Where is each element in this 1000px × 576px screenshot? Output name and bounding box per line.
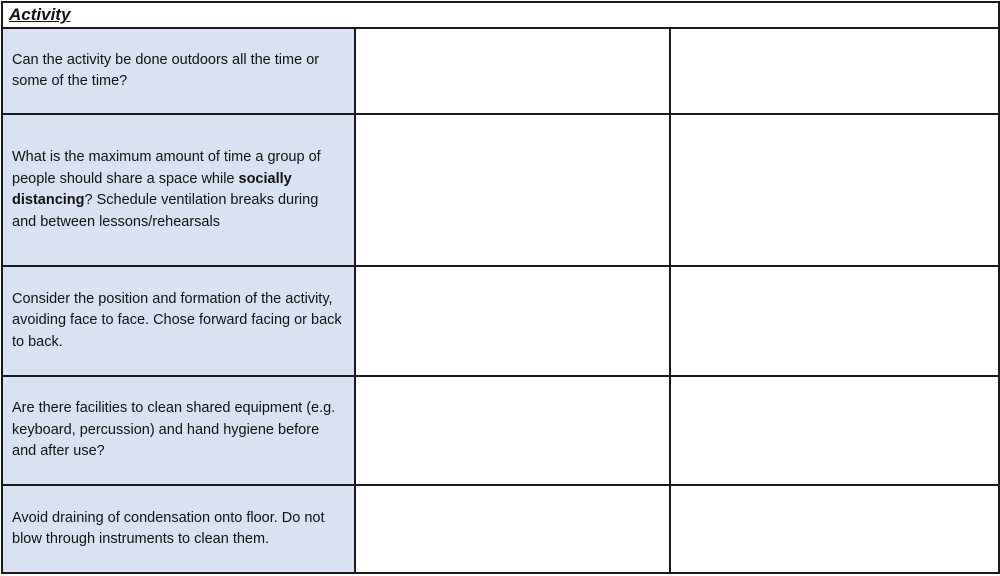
- answer-cell[interactable]: [670, 28, 999, 114]
- question-text: [12, 149, 321, 230]
- section-header-cell: [2, 2, 999, 28]
- question-cell: [2, 266, 355, 376]
- question-text: [12, 52, 319, 90]
- answer-cell[interactable]: [355, 376, 670, 485]
- question-cell: [2, 114, 355, 266]
- answer-cell[interactable]: [355, 266, 670, 376]
- table-row: [2, 28, 999, 114]
- question-cell: [2, 485, 355, 573]
- table-row: [2, 266, 999, 376]
- question-text-part: Avoid draining of condensation onto floor. Do not blow through instruments to clean them.: [12, 509, 325, 547]
- answer-cell[interactable]: [355, 485, 670, 573]
- answer-cell[interactable]: [670, 485, 999, 573]
- question-cell: [2, 28, 355, 114]
- answer-cell[interactable]: [355, 114, 670, 266]
- question-text-part: What is the maximum amount of time a group of people should share a space while: [12, 149, 321, 187]
- question-text-part: Can the activity be done outdoors all the time or some of the time?: [12, 51, 320, 89]
- section-header-row: [2, 2, 999, 28]
- answer-cell[interactable]: [355, 28, 670, 114]
- question-text: [12, 400, 335, 459]
- section-title: Activity: [9, 5, 71, 24]
- question-bold-text: socially distancing: [12, 170, 292, 208]
- question-text: [12, 510, 325, 548]
- table-row: [2, 485, 999, 573]
- answer-cell[interactable]: [670, 376, 999, 485]
- question-cell: [2, 376, 355, 485]
- table-row: [2, 114, 999, 266]
- question-text-part: Consider the position and formation of the activity, avoiding face to face. Chose forward facing or back to back.: [12, 290, 342, 350]
- answer-cell[interactable]: [670, 114, 999, 266]
- question-text-part: Are there facilities to clean shared equipment (e.g. keyboard, percussion) and hand hygiene before and after use?: [12, 400, 336, 460]
- answer-cell[interactable]: [670, 266, 999, 376]
- question-text-part: ? Schedule ventilation breaks during and between lessons/rehearsals: [12, 192, 319, 230]
- table-row: [2, 376, 999, 485]
- question-text: [12, 291, 342, 350]
- activity-table: [1, 1, 1000, 574]
